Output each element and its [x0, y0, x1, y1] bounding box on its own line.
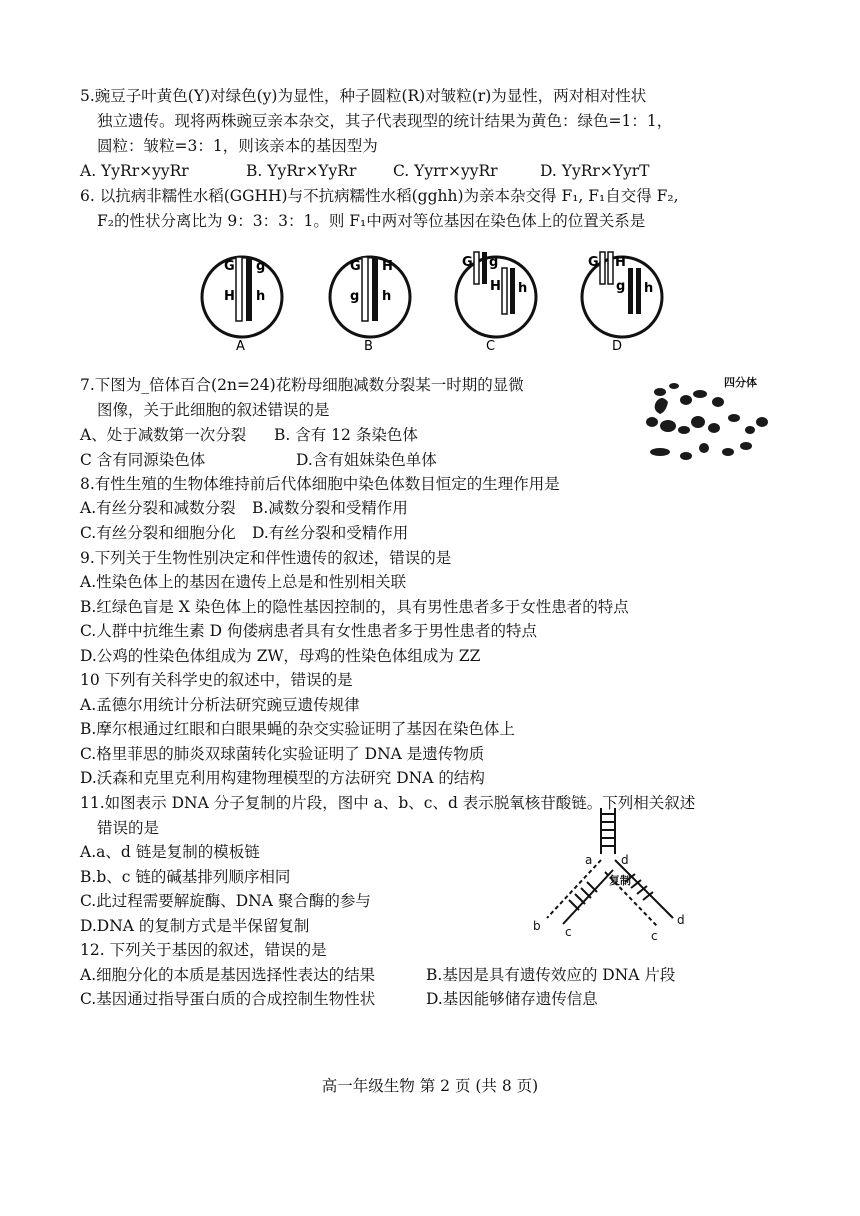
q11-line2: 错误的是	[97, 819, 160, 837]
svg-text:D: D	[612, 339, 623, 354]
svg-text:H: H	[382, 259, 393, 274]
svg-text:h: h	[256, 289, 266, 304]
q9-option-c: C.人群中抗维生素 D 佝偻病患者具有女性患者多于男性患者的特点	[80, 622, 538, 640]
q9-option-d: D.公鸡的性染色体组成为 ZW，母鸡的性染色体组成为 ZZ	[80, 647, 481, 665]
q5-option-b: B. YyRr×YyRr	[246, 162, 357, 180]
q7-option-d: D.含有姐妹染色单体	[296, 451, 437, 469]
svg-text:g: g	[616, 279, 626, 294]
q10-option-b: B.摩尔根通过红眼和白眼果蝇的杂交实验证明了基因在染色体上	[80, 720, 515, 738]
q7-option-c: C 含有同源染色体	[80, 451, 206, 469]
svg-text:四分体: 四分体	[724, 376, 757, 389]
svg-text:复制: 复制	[609, 874, 631, 887]
svg-text:c: c	[565, 925, 572, 939]
q7-line2: 图像，关于此细胞的叙述错误的是	[97, 401, 330, 419]
q8-line1: 8.有性生殖的生物体维持前后代体细胞中染色体数目恒定的生理作用是	[80, 475, 560, 493]
q11-dna-replication-figure	[525, 800, 705, 943]
svg-text:G: G	[588, 255, 599, 270]
svg-text:A: A	[236, 339, 245, 354]
svg-text:G: G	[462, 255, 473, 270]
q5-line3: 圆粒：皱粒=3：1，则该亲本的基因型为	[97, 137, 378, 155]
svg-text:h: h	[518, 281, 528, 296]
svg-text:g: g	[489, 255, 499, 270]
q8-option-a: A.有丝分裂和减数分裂	[80, 499, 236, 517]
svg-text:d: d	[677, 913, 685, 927]
q6-line1: 6. 以抗病非糯性水稻(GGHH)与不抗病糯性水稻(gghh)为亲本杂交得 F₁, F₁自交得 F₂,	[80, 187, 679, 205]
q5-line2: 独立遗传。现将两株豌豆亲本杂交，其子代表现型的统计结果为黄色：绿色=1：1，	[97, 112, 673, 130]
svg-text:H: H	[224, 289, 235, 304]
q5-option-d: D. YyRr×YyrT	[540, 162, 650, 180]
q8-option-b: B.减数分裂和受精作用	[252, 499, 408, 517]
q11-option-c: C.此过程需要解旋酶、DNA 聚合酶的参与	[80, 892, 371, 910]
svg-text:B: B	[364, 339, 373, 354]
q7-line1: 7.下图为_倍体百合(2n=24)花粉母细胞减数分裂某一时期的显微	[80, 376, 524, 394]
svg-text:c: c	[651, 929, 658, 943]
svg-text:H: H	[615, 255, 626, 270]
q7-micrograph	[638, 372, 778, 472]
q12-option-a: A.细胞分化的本质是基因选择性表达的结果	[80, 966, 376, 984]
svg-text:a: a	[585, 853, 593, 867]
q7-option-a: A、处于减数第一次分裂	[80, 426, 247, 444]
q5-option-c: C. Yyrr×yyRr	[393, 162, 498, 180]
q6-line2: F₂的性状分离比为 9：3：3：1。则 F₁中两对等位基因在染色体上的位置关系是	[97, 212, 646, 230]
q5-option-a: A. YyRr×yyRr	[80, 162, 189, 180]
q10-option-c: C.格里菲思的肺炎双球菌转化实验证明了 DNA 是遗传物质	[80, 745, 485, 763]
q9-option-b: B.红绿色盲是 X 染色体上的隐性基因控制的，具有男性患者多于女性患者的特点	[80, 598, 629, 616]
svg-text:g: g	[256, 259, 266, 274]
svg-text:C: C	[486, 339, 496, 354]
option-c-cell	[462, 252, 527, 354]
svg-text:H: H	[490, 279, 501, 294]
q12-option-c: C.基因通过指导蛋白质的合成控制生物性状	[80, 990, 376, 1008]
q6-chromosome-figure	[0, 240, 860, 370]
q9-line1: 9.下列关于生物性别决定和伴性遗传的叙述，错误的是	[80, 549, 452, 567]
q12-option-b: B.基因是具有遗传效应的 DNA 片段	[426, 966, 676, 984]
q11-option-d: D.DNA 的复制方式是半保留复制	[80, 917, 310, 935]
q10-line1: 10 下列有关科学史的叙述中，错误的是	[80, 671, 353, 689]
q8-option-d: D.有丝分裂和受精作用	[252, 524, 409, 542]
q7-option-b: B. 含有 12 条染色体	[274, 426, 418, 444]
svg-text:G: G	[224, 259, 235, 274]
q12-line1: 12. 下列关于基因的叙述，错误的是	[80, 941, 327, 959]
svg-text:g: g	[350, 289, 360, 304]
svg-text:h: h	[644, 281, 654, 296]
option-a-cell	[224, 257, 265, 354]
q11-line1: 11.如图表示 DNA 分子复制的片段，图中 a、b、c、d 表示脱氧核苷酸链。下列相关叙述	[80, 794, 696, 812]
q10-option-a: A.孟德尔用统计分析法研究豌豆遗传规律	[80, 696, 360, 714]
q10-option-d: D.沃森和克里克利用构建物理模型的方法研究 DNA 的结构	[80, 769, 485, 787]
svg-text:b: b	[533, 919, 541, 933]
svg-text:d: d	[621, 853, 629, 867]
q11-option-a: A.a、d 链是复制的模板链	[80, 843, 260, 861]
svg-text:G: G	[350, 259, 361, 274]
q8-option-c: C.有丝分裂和细胞分化	[80, 524, 236, 542]
option-b-cell	[350, 257, 393, 354]
option-d-cell	[588, 252, 653, 354]
page-footer: 高一年级生物 第 2 页 (共 8 页)	[321, 1077, 539, 1095]
q12-option-d: D.基因能够储存遗传信息	[426, 990, 598, 1008]
q9-option-a: A.性染色体上的基因在遗传上总是和性别相关联	[80, 573, 407, 591]
svg-text:h: h	[382, 289, 392, 304]
q5-line1: 5.豌豆子叶黄色(Y)对绿色(y)为显性，种子圆粒(R)对皱粒(r)为显性，两对相对性状	[80, 87, 647, 105]
q11-option-b: B.b、c 链的碱基排列顺序相同	[80, 868, 291, 886]
